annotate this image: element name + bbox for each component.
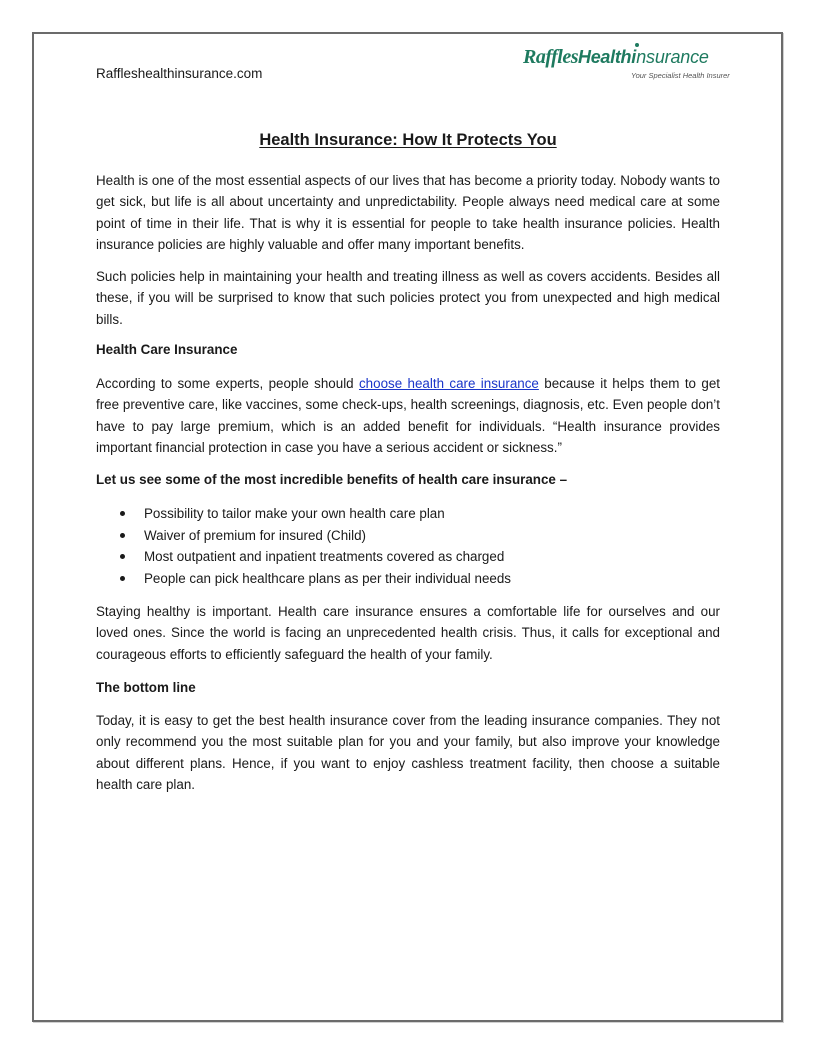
staying-healthy-paragraph: Staying healthy is important. Health care insurance ensures a comfortable life for ourselves and our loved ones. Since the world is facing an unprecedented health crisis. Thus, it calls for exceptional and courageous efforts to efficiently safeguard the health of your family.	[96, 604, 720, 662]
section-heading-health-care-insurance: Health Care Insurance	[96, 342, 238, 357]
logo-health-text: Health	[578, 47, 632, 67]
bullet-icon	[120, 554, 125, 559]
bullet-icon	[120, 576, 125, 581]
benefit-text: Waiver of premium for insured (Child)	[144, 527, 366, 543]
benefit-text: Possibility to tailor make your own health care plan	[144, 506, 445, 521]
benefit-item	[96, 503, 511, 525]
logo-i-text: i	[631, 47, 637, 67]
benefit-item	[96, 525, 511, 547]
logo-tagline: Your Specialist Health Insurer	[631, 71, 730, 80]
logo-raffles-text: Raffles	[523, 46, 579, 68]
benefits-list	[96, 503, 511, 589]
health-care-paragraph	[96, 373, 720, 458]
bullet-icon	[120, 533, 125, 538]
bottom-line-heading: The bottom line	[96, 680, 196, 695]
logo-wordmark	[523, 46, 709, 69]
choose-health-care-insurance-link[interactable]: choose health care insurance	[358, 376, 539, 391]
logo-insurance-text: nsurance	[636, 47, 709, 67]
benefit-text: Most outpatient and inpatient treatments covered as charged	[144, 549, 505, 565]
bullet-icon	[120, 511, 125, 516]
company-logo	[523, 46, 730, 86]
paragraph-text-after-link: because it helps them to get free preventive care, like vaccines, some check-ups, health screenings, diagnosis, etc. Even people don’t have to pay large premium, which is an added benefit for individuals. “Health insurance provides important financial protection in case you have a serious accident or sickness.”	[96, 376, 720, 455]
second-paragraph: Such policies help in maintaining your health and treating illness as well as covers accidents. Besides all these, if you will be surprised to know that such policies protect you from unexpected and high medical bills.	[96, 269, 720, 327]
benefit-item	[96, 568, 511, 590]
article-title: Health Insurance: How It Protects You	[259, 131, 557, 149]
benefit-text: People can pick healthcare plans as per their individual needs	[144, 570, 511, 586]
bottom-line-paragraph: Today, it is easy to get the best health insurance cover from the leading insurance companies. They not only recommend you the most suitable plan for you and your family, but also improve your knowledge about different plans. Hence, if you want to enjoy cashless treatment facility, then choose a suitable health care plan.	[96, 713, 720, 792]
benefit-item	[96, 546, 511, 568]
benefits-heading: Let us see some of the most incredible benefits of health care insurance –	[96, 472, 568, 487]
intro-paragraph: Health is one of the most essential aspects of our lives that has become a priority today. Nobody wants to get sick, but life is all about uncertainty and unpredictability. People always need medical care at some point of time in their life. That is why it is essential for people to take health insurance policies. Health insurance policies are highly valuable and offer many important benefits.	[96, 173, 720, 252]
site-url: Raffleshealthinsurance.com	[96, 66, 263, 81]
paragraph-text-before-link: According to some experts, people should	[96, 376, 359, 391]
